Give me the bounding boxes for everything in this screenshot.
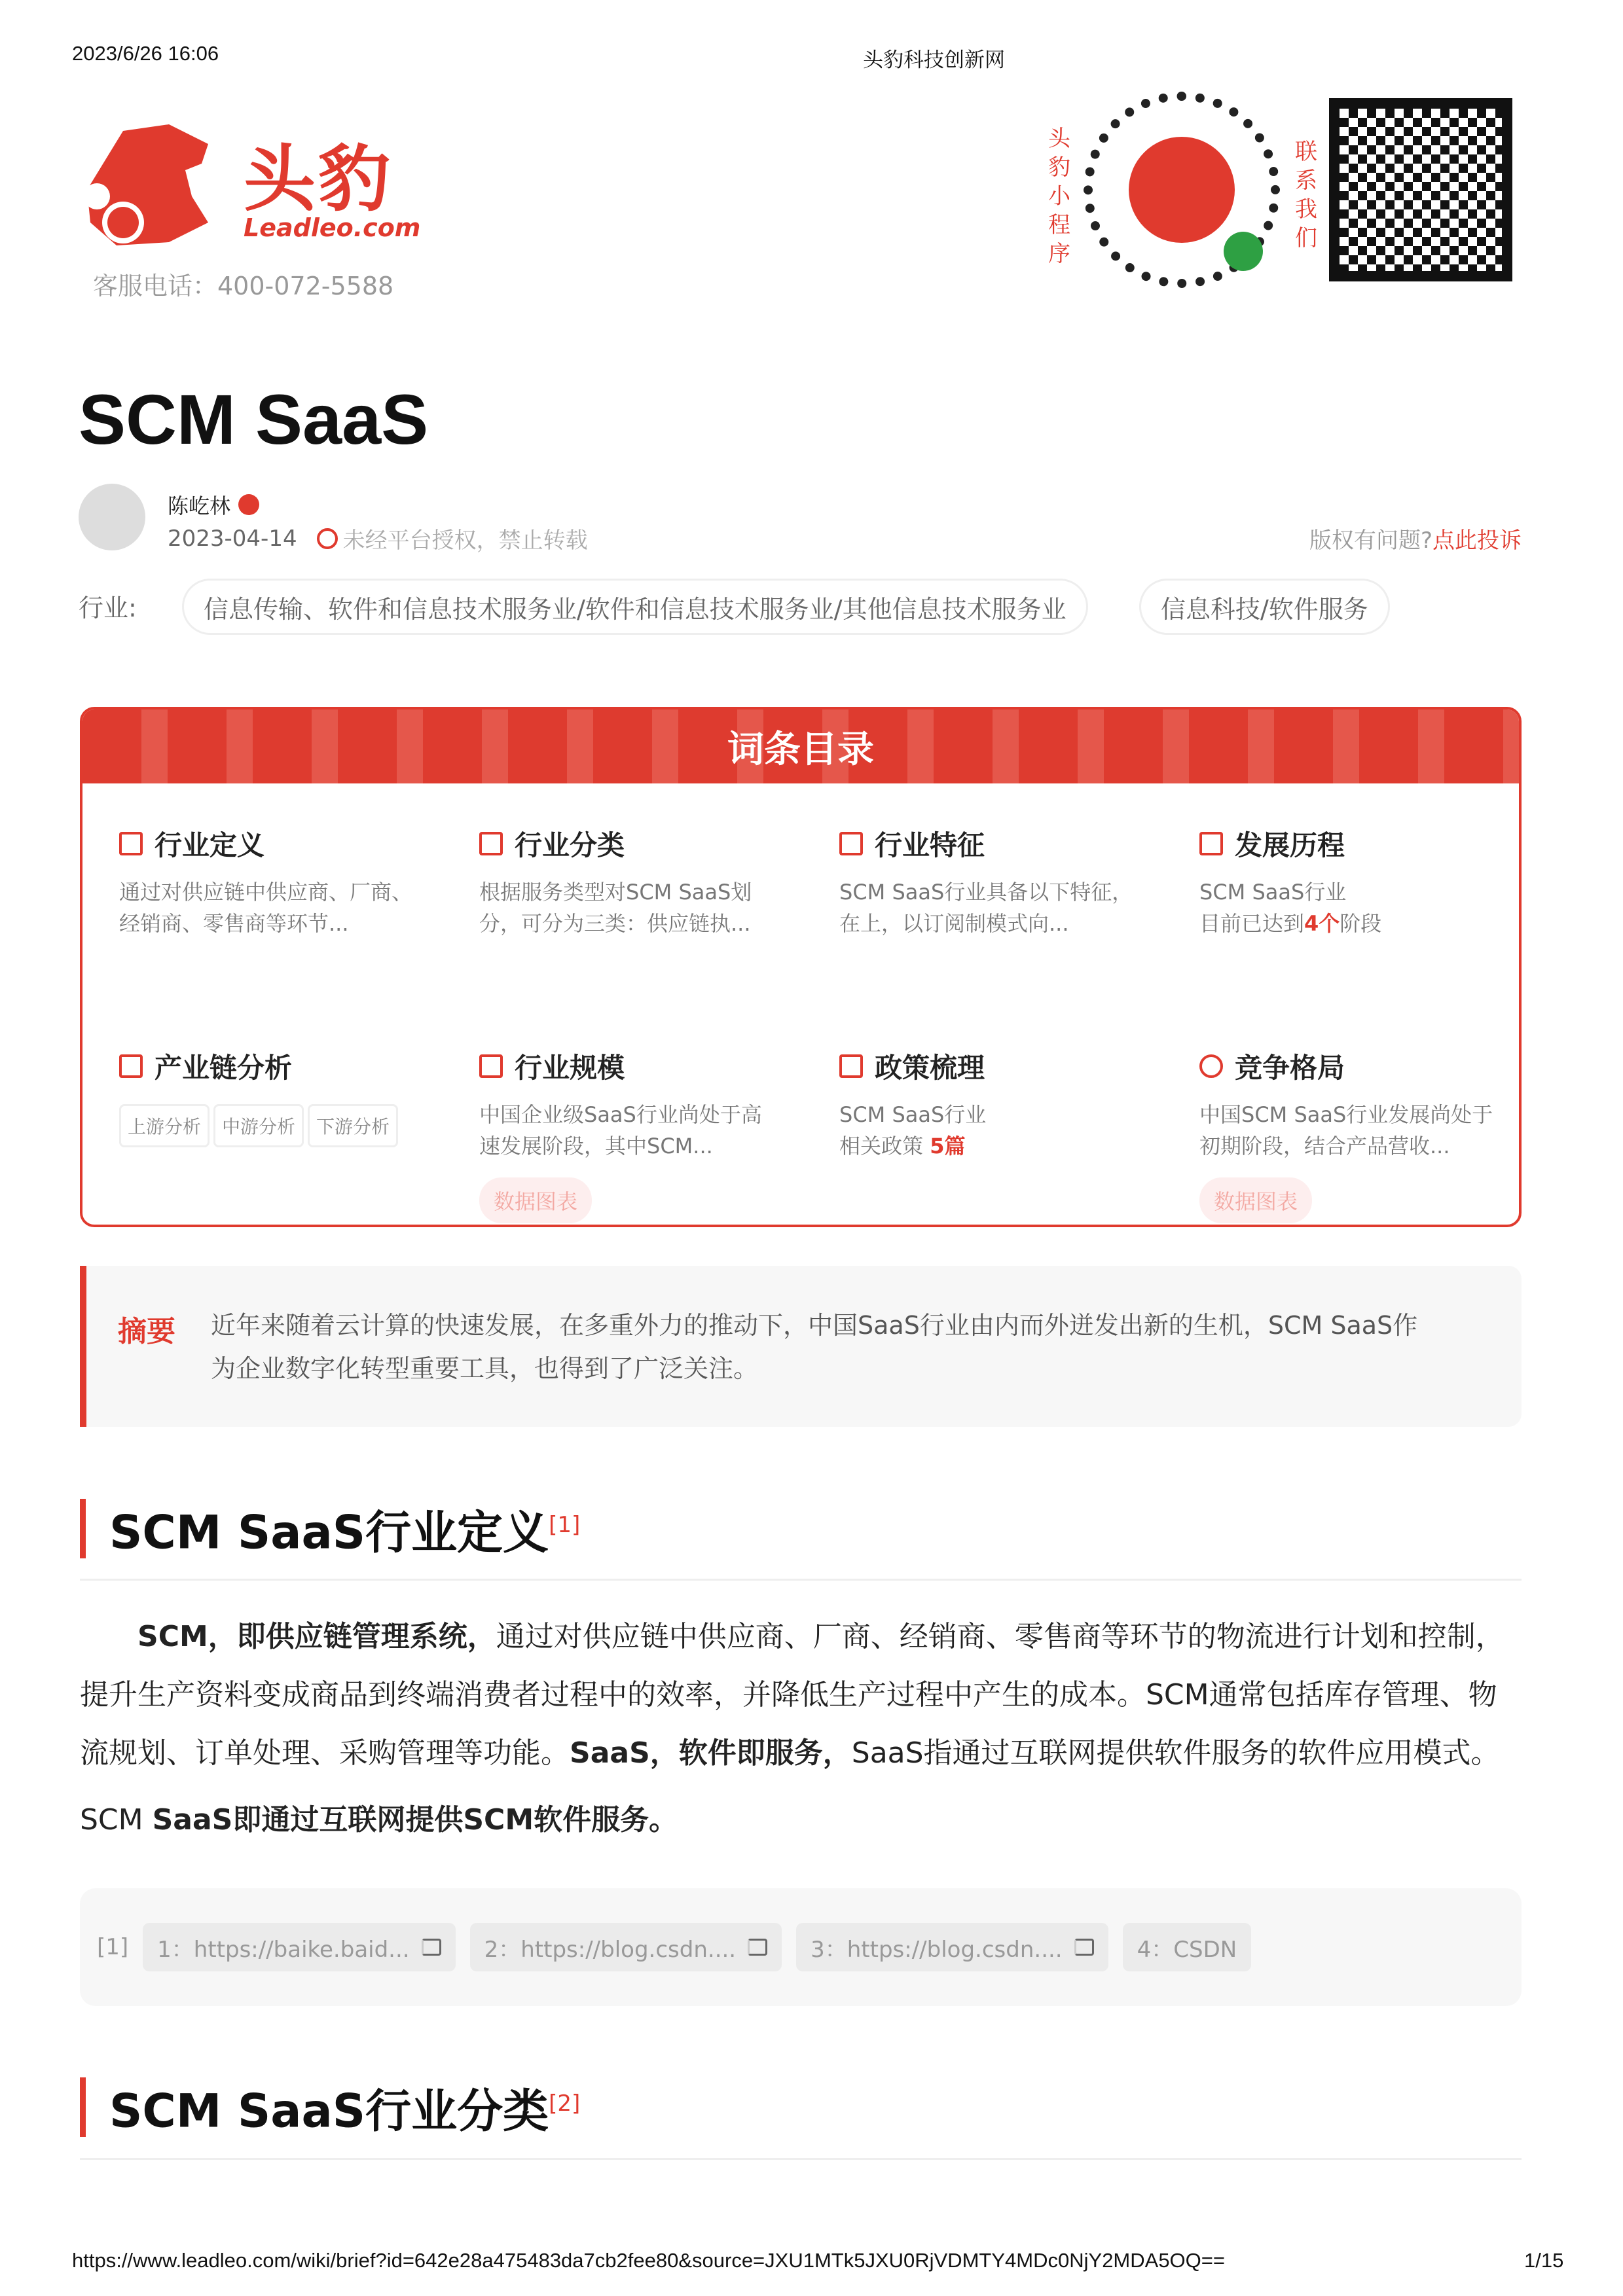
section-title: SCM SaaS行业分类 (109, 2084, 549, 2138)
reference-text: 3：https://blog.csdn.... (811, 1936, 1063, 1963)
copyright-question: 版权有问题? (1309, 528, 1432, 554)
external-link-icon[interactable] (748, 1939, 767, 1956)
search-frame-icon (119, 832, 143, 855)
timeline-icon (1199, 832, 1223, 855)
chain-icon (119, 1054, 143, 1078)
toc-item-desc: 中国SCM SaaS行业发展尚处于初期阶段，结合产品营收... (1199, 1102, 1493, 1158)
section-heading-classification (80, 2077, 580, 2137)
divider (80, 2158, 1522, 2160)
divider (80, 1579, 1522, 1581)
author-row (168, 490, 259, 520)
toc-item-desc: 阶段 (1340, 911, 1382, 936)
toc-item-desc: SCM SaaS行业具备以下特征，在上，以订阅制模式向... (839, 880, 1133, 936)
leopard-logo-icon (77, 124, 215, 249)
complain-link[interactable]: 点此投诉 (1432, 528, 1522, 554)
site-title: 头豹科技创新网 (863, 48, 1005, 71)
toc-item-classification[interactable] (479, 824, 780, 939)
toc-item-title: 竞争格局 (1235, 1052, 1345, 1084)
footer-url: https://www.leadleo.com/wiki/brief?id=642e28a475483da7cb2fee80&source=JXU1MTk5JXU0RjVDMTY4MDc0NjY2MDA5OQ== (72, 2249, 1225, 2272)
toc-item-title: 行业定义 (155, 829, 265, 861)
reference-label: [1] (97, 1934, 129, 1960)
toc-item-policy[interactable] (839, 1047, 1140, 1162)
toc-item-competition[interactable] (1199, 1047, 1501, 1223)
reference-link[interactable] (143, 1923, 455, 1971)
toc-item-desc: 中国企业级SaaS行业尚处于高速发展阶段，其中SCM... (479, 1102, 762, 1158)
toc-item-title: 产业链分析 (155, 1052, 293, 1084)
paragraph-text: 通过对供应链中供应商、厂商、经销商、零售商等环节的物流进行计划和控制，提升生产资料变成商品到终端消费者过程中的效率，并降低生产过程中产生的成本。SCM通常包括库存管理、物流规划、订单处理、采购管理等功能。 (80, 1620, 1504, 1770)
reference-text: 1：https://baike.baid... (157, 1936, 410, 1963)
toc-item-desc: 通过对供应链中供应商、厂商、经销商、零售商等环节... (119, 880, 413, 936)
publish-date: 2023-04-14 (168, 525, 297, 552)
external-link-icon[interactable] (422, 1939, 441, 1956)
summary-text: 近年来随着云计算的快速发展，在多重外力的推动下，中国SaaS行业由内而外迸发出新的生机，SCM SaaS作为企业数字化转型重要工具，也得到了广泛关注。 (211, 1311, 1418, 1383)
mini-program-label: 头豹小程序 (1048, 126, 1070, 267)
definition-paragraph (80, 1607, 1522, 1782)
industry-tag[interactable]: 信息科技/软件服务 (1139, 579, 1390, 635)
bold-term: SCM，即供应链管理系统， (137, 1620, 496, 1653)
industry-label: 行业: (79, 594, 137, 622)
print-datetime: 2023/6/26 16:06 (72, 42, 219, 65)
mini-program-code-icon[interactable] (1084, 92, 1280, 288)
avatar (79, 484, 145, 550)
document-icon (839, 1054, 863, 1078)
author-name: 陈屹林 (168, 493, 231, 518)
chip-icon (839, 832, 863, 855)
upstream-chip[interactable]: 上游分析 (119, 1104, 210, 1147)
downstream-chip[interactable]: 下游分析 (308, 1104, 398, 1147)
section-title: SCM SaaS行业定义 (109, 1505, 549, 1560)
data-chart-chip[interactable]: 数据图表 (1199, 1177, 1312, 1223)
toc-item-title: 行业规模 (515, 1052, 625, 1084)
reference-link[interactable] (470, 1923, 782, 1971)
qr-code-icon[interactable] (1329, 98, 1512, 281)
summary-label: 摘要 (118, 1315, 175, 1348)
reference-text: 2：https://blog.csdn.... (484, 1936, 737, 1963)
policy-count: 5篇 (930, 1134, 966, 1158)
paragraph-text: SaaS指通过互联网提供软件服务的软件应用模式。 (851, 1736, 1500, 1770)
toc-item-title: 行业特征 (875, 829, 985, 861)
toc-item-history[interactable] (1199, 824, 1501, 939)
toc-item-scale[interactable] (479, 1047, 780, 1223)
stage-count: 4个 (1304, 911, 1340, 936)
contact-us-label: 联系我们 (1295, 139, 1317, 251)
references-box (80, 1888, 1522, 2006)
bold-term: SaaS即通过互联网提供SCM软件服务。 (152, 1803, 678, 1837)
verified-badge-icon (238, 494, 259, 515)
page-title: SCM SaaS (79, 380, 429, 459)
toc-item-title: 发展历程 (1235, 829, 1345, 861)
toc-item-desc: SCM SaaS行业 (839, 1102, 987, 1127)
toc-title: 词条目录 (727, 728, 874, 771)
citation-link[interactable]: [2] (549, 2090, 581, 2117)
no-repost-notice: 未经平台授权，禁止转载 (342, 528, 588, 554)
toc-item-desc: 相关政策 (839, 1134, 930, 1158)
forbidden-icon (317, 528, 338, 549)
external-link-icon[interactable] (1074, 1939, 1094, 1956)
toc-item-title: 行业分类 (515, 829, 625, 861)
hierarchy-icon (479, 832, 503, 855)
toc-item-desc: 根据服务类型对SCM SaaS划分，可分为三类：供应链执... (479, 880, 752, 936)
toc-item-definition[interactable] (119, 824, 420, 939)
toc-header (82, 709, 1519, 783)
reference-text: 4：CSDN (1137, 1936, 1237, 1963)
paragraph-text: SCM (80, 1803, 153, 1837)
service-phone: 客服电话：400-072-5588 (93, 272, 394, 300)
reference-link[interactable] (796, 1923, 1108, 1971)
definition-summary (80, 1791, 1522, 1849)
reference-link[interactable] (1123, 1923, 1252, 1971)
citation-link[interactable]: [1] (549, 1512, 581, 1538)
summary-box (80, 1266, 1522, 1427)
data-chart-chip[interactable]: 数据图表 (479, 1177, 592, 1223)
page-number: 1/15 (1524, 2249, 1564, 2272)
toc-item-title: 政策梳理 (875, 1052, 985, 1084)
toc-item-features[interactable] (839, 824, 1140, 939)
toc-item-chain[interactable] (119, 1047, 420, 1147)
toc-item-desc: 目前已达到 (1199, 911, 1305, 936)
industry-tag[interactable]: 信息传输、软件和信息技术服务业/软件和信息技术服务业/其他信息技术服务业 (182, 579, 1088, 635)
brand-domain: Leadleo.com (244, 213, 421, 242)
section-heading-definition (80, 1499, 580, 1558)
pie-chart-icon (1199, 1054, 1223, 1078)
bar-chart-icon (479, 1054, 503, 1078)
midstream-chip[interactable]: 中游分析 (213, 1104, 304, 1147)
toc-item-desc: SCM SaaS行业 (1199, 880, 1347, 905)
bold-term: SaaS，软件即服务， (570, 1736, 852, 1770)
brand-name: 头豹 (244, 137, 393, 221)
table-of-contents (80, 707, 1522, 1227)
